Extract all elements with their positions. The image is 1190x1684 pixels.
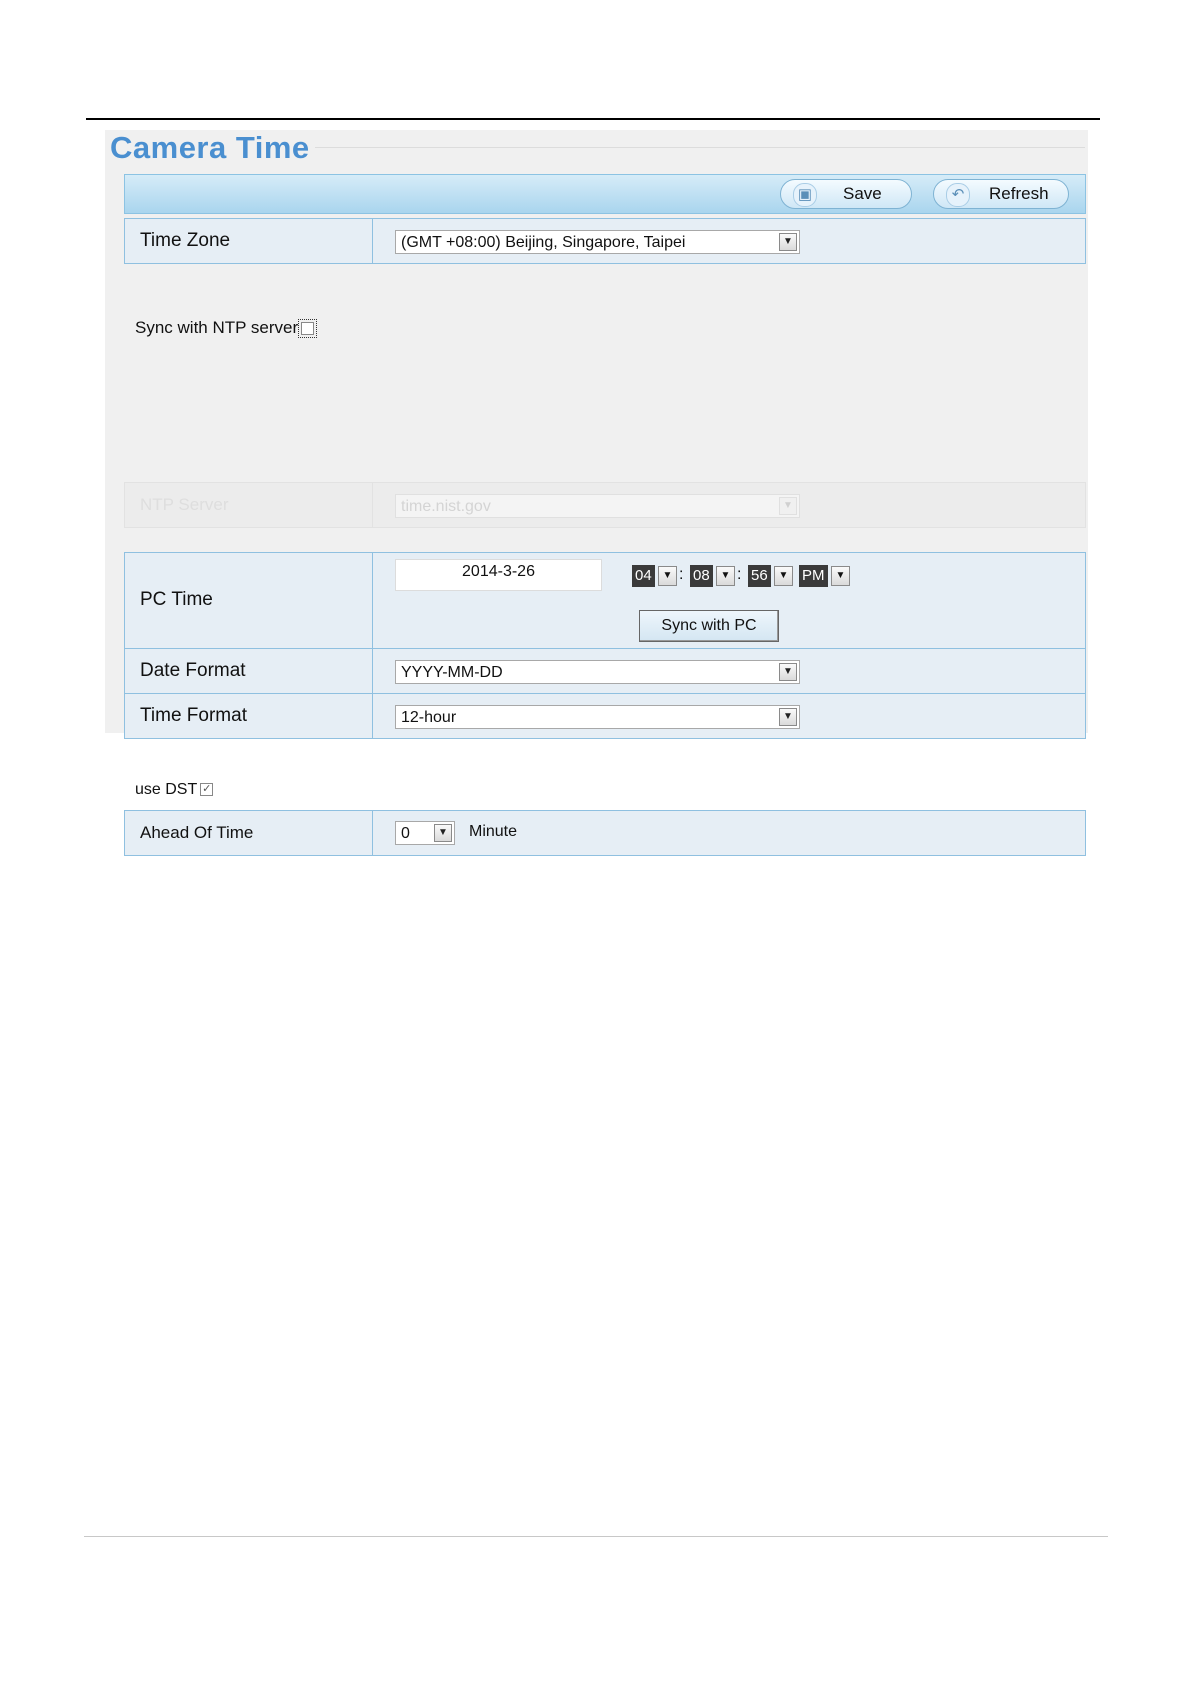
ntp-server-label-cell	[125, 483, 373, 527]
time-format-label: Time Format	[140, 705, 247, 726]
ahead-of-time-row	[124, 810, 1086, 856]
chevron-down-icon[interactable]: ▼	[434, 824, 452, 842]
date-format-label: Date Format	[140, 660, 246, 681]
date-format-label-cell	[125, 649, 373, 693]
ntp-server-value: time.nist.gov	[401, 498, 491, 515]
pc-time-value-cell	[373, 553, 1085, 649]
date-format-value: YYYY-MM-DD	[401, 664, 503, 681]
time-format-label-cell	[125, 694, 373, 738]
time-zone-select[interactable]	[395, 230, 800, 254]
save-button-label: Save	[843, 184, 882, 203]
chevron-down-icon[interactable]: ▼	[779, 663, 797, 681]
save-button[interactable]	[780, 179, 912, 209]
dst-option	[135, 781, 213, 799]
dst-label: use DST	[135, 781, 198, 798]
page-title: Camera Time	[110, 130, 310, 165]
time-zone-value-cell	[373, 219, 1085, 263]
ntp-server-label: NTP Server	[140, 495, 229, 514]
minute-value: 08	[690, 565, 713, 587]
time-format-value: 12-hour	[401, 709, 457, 726]
chevron-down-icon[interactable]: ▼	[779, 233, 797, 251]
time-format-value-cell	[373, 694, 1085, 738]
chevron-down-icon[interactable]: ▼	[779, 708, 797, 726]
ampm-value: PM	[799, 565, 828, 587]
time-zone-label: Time Zone	[140, 230, 231, 251]
camera-time-panel	[105, 130, 1088, 842]
ahead-of-time-unit: Minute	[469, 823, 518, 840]
date-format-row	[124, 648, 1086, 694]
ahead-of-time-value-cell	[373, 811, 1085, 855]
top-rule	[86, 118, 1100, 120]
chevron-down-icon[interactable]: ▼	[831, 566, 850, 586]
ntp-server-row	[124, 482, 1086, 528]
chevron-down-icon[interactable]: ▼	[658, 566, 677, 586]
ahead-of-time-label: Ahead Of Time	[140, 823, 254, 842]
time-format-row	[124, 693, 1086, 739]
pc-time-row	[124, 552, 1086, 650]
dst-checkbox[interactable]: ✓	[202, 783, 212, 796]
time-zone-row	[124, 218, 1086, 264]
title-divider	[315, 147, 1085, 148]
pc-date-input[interactable]: 2014-3-26	[395, 559, 602, 591]
pc-time-label-cell	[125, 553, 373, 649]
date-format-select[interactable]	[395, 660, 800, 684]
time-zone-label-cell	[125, 219, 373, 263]
second-value: 56	[748, 565, 771, 587]
refresh-button-label: Refresh	[989, 184, 1049, 203]
time-separator: :	[679, 566, 684, 583]
ahead-of-time-value: 0	[401, 825, 410, 842]
pc-time-label: PC Time	[140, 589, 213, 610]
sync-with-pc-button[interactable]: Sync with PC	[639, 610, 779, 642]
chevron-down-icon[interactable]: ▼	[774, 566, 793, 586]
refresh-button[interactable]	[933, 179, 1069, 209]
ahead-of-time-label-cell	[125, 811, 373, 855]
ntp-sync-option	[135, 318, 314, 338]
ahead-of-time-select[interactable]	[395, 821, 455, 845]
date-format-value-cell	[373, 649, 1085, 693]
ntp-server-value-cell	[373, 483, 1085, 527]
chevron-down-icon[interactable]: ▼	[716, 566, 735, 586]
time-format-select[interactable]	[395, 705, 800, 729]
toolbar	[124, 174, 1086, 214]
save-icon: ▣	[793, 183, 817, 207]
time-zone-value: (GMT +08:00) Beijing, Singapore, Taipei	[401, 234, 686, 251]
time-separator: :	[737, 566, 742, 583]
bottom-rule	[84, 1536, 1108, 1537]
ntp-sync-label: Sync with NTP server	[135, 318, 299, 337]
refresh-icon: ↶	[946, 183, 970, 207]
chevron-down-icon: ▼	[779, 497, 797, 515]
ntp-server-select	[395, 494, 800, 518]
hour-value: 04	[632, 565, 655, 587]
ntp-sync-checkbox[interactable]	[301, 322, 314, 335]
